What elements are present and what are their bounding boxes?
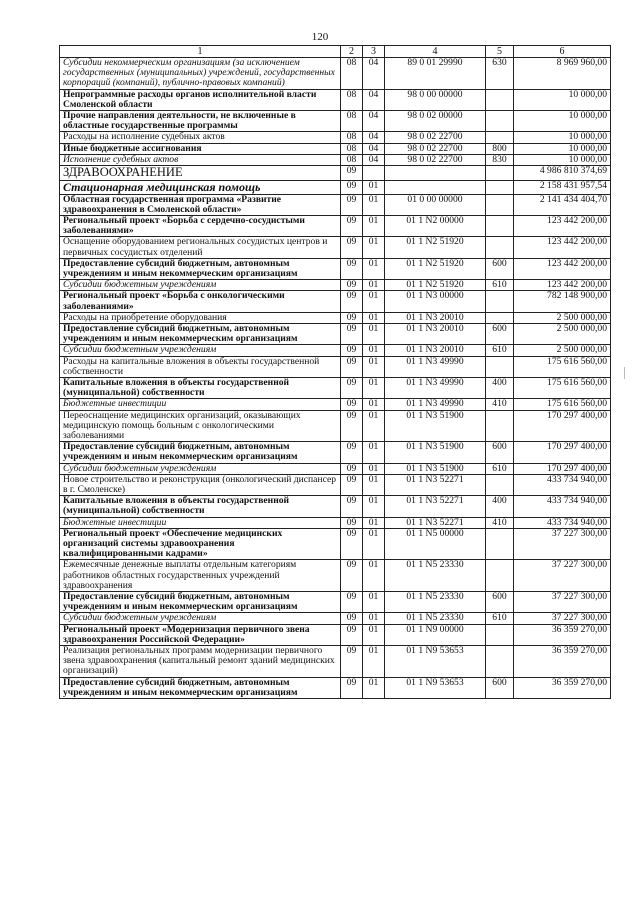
- row-target-article: 01 1 N3 20010: [385, 312, 486, 323]
- row-section: 09: [341, 280, 363, 291]
- row-amount: 175 616 560,00: [514, 377, 611, 398]
- row-amount: 123 442 200,00: [514, 237, 611, 258]
- row-target-article: 01 1 N3 49990: [385, 356, 486, 377]
- row-name: Исполнение судебных актов: [60, 154, 341, 165]
- row-target-article: 01 1 N3 49990: [385, 377, 486, 398]
- table-row: [60, 528, 611, 560]
- row-amount: 170 297 400,00: [514, 410, 611, 442]
- row-subsection: 01: [363, 280, 385, 291]
- row-section: 08: [341, 89, 363, 110]
- header-col-name: 1: [60, 46, 341, 58]
- row-amount: 175 616 560,00: [514, 399, 611, 410]
- table-row: [60, 442, 611, 463]
- row-name: ЗДРАВООХРАНЕНИЕ: [60, 166, 341, 181]
- row-subsection: 04: [363, 132, 385, 143]
- table-row: [60, 677, 611, 698]
- row-name: Субсидии бюджетным учреждениям: [60, 463, 341, 474]
- table-row: [60, 474, 611, 495]
- row-subsection: 01: [363, 356, 385, 377]
- row-name: Предоставление субсидий бюджетным, автономным учреждениям и иным некоммерческим организациям: [60, 677, 341, 698]
- table-row: [60, 58, 611, 90]
- row-target-article: 01 1 N2 00000: [385, 215, 486, 236]
- table-row: [60, 111, 611, 132]
- row-amount: 433 734 940,00: [514, 496, 611, 517]
- row-amount: 170 297 400,00: [514, 463, 611, 474]
- row-subsection: 01: [363, 592, 385, 613]
- row-section: 09: [341, 180, 363, 194]
- table-row: [60, 613, 611, 624]
- row-target-article: 01 1 N5 00000: [385, 528, 486, 560]
- header-col-amount: 6: [514, 46, 611, 58]
- row-amount: 175 616 560,00: [514, 356, 611, 377]
- table-row: [60, 410, 611, 442]
- row-section: 08: [341, 58, 363, 90]
- row-name: Капитальные вложения в объекты государственной (муниципальной) собственности: [60, 377, 341, 398]
- table-row: [60, 143, 611, 154]
- row-expense-type: [486, 291, 514, 312]
- row-target-article: 01 1 N5 23330: [385, 613, 486, 624]
- row-section: 09: [341, 463, 363, 474]
- row-amount: 10 000,00: [514, 132, 611, 143]
- row-expense-type: 630: [486, 58, 514, 90]
- row-section: 09: [341, 528, 363, 560]
- row-amount: 2 500 000,00: [514, 312, 611, 323]
- row-target-article: 01 1 N5 23330: [385, 592, 486, 613]
- row-target-article: 01 1 N3 20010: [385, 345, 486, 356]
- row-subsection: 01: [363, 237, 385, 258]
- row-expense-type: [486, 194, 514, 215]
- row-target-article: 01 1 N5 23330: [385, 560, 486, 592]
- row-target-article: 01 1 N9 00000: [385, 624, 486, 645]
- row-subsection: 01: [363, 194, 385, 215]
- row-expense-type: 410: [486, 517, 514, 528]
- row-target-article: 01 1 N9 53653: [385, 677, 486, 698]
- row-section: 09: [341, 237, 363, 258]
- table-row: [60, 237, 611, 258]
- row-target-article: 98 0 02 22700: [385, 143, 486, 154]
- row-section: 09: [341, 474, 363, 495]
- row-expense-type: 600: [486, 258, 514, 279]
- row-subsection: 01: [363, 215, 385, 236]
- row-amount: 37 227 300,00: [514, 592, 611, 613]
- row-subsection: 01: [363, 517, 385, 528]
- row-expense-type: [486, 312, 514, 323]
- row-section: 09: [341, 410, 363, 442]
- row-target-article: 01 1 N2 51920: [385, 258, 486, 279]
- table-header-row: [60, 46, 611, 58]
- row-expense-type: [486, 474, 514, 495]
- row-amount: 36 359 270,00: [514, 677, 611, 698]
- row-name: Реализация региональных программ модернизации первичного звена здравоохранения (капитальный ремонт зданий медицинских организаций): [60, 646, 341, 678]
- row-expense-type: 830: [486, 154, 514, 165]
- row-section: 09: [341, 166, 363, 181]
- row-expense-type: 610: [486, 463, 514, 474]
- row-subsection: 01: [363, 463, 385, 474]
- table-row: [60, 560, 611, 592]
- row-expense-type: [486, 646, 514, 678]
- row-amount: 2 141 434 404,70: [514, 194, 611, 215]
- row-expense-type: 800: [486, 143, 514, 154]
- row-name: Бюджетные инвестиции: [60, 517, 341, 528]
- row-subsection: 01: [363, 496, 385, 517]
- row-expense-type: [486, 237, 514, 258]
- row-target-article: 01 1 N2 51920: [385, 237, 486, 258]
- row-amount: 170 297 400,00: [514, 442, 611, 463]
- table-row: [60, 89, 611, 110]
- row-name: Бюджетные инвестиции: [60, 399, 341, 410]
- row-target-article: 01 1 N3 49990: [385, 399, 486, 410]
- table-row: [60, 356, 611, 377]
- table-row: [60, 180, 611, 194]
- row-target-article: 98 0 02 22700: [385, 154, 486, 165]
- row-section: 08: [341, 111, 363, 132]
- row-subsection: 01: [363, 410, 385, 442]
- row-amount: 36 359 270,00: [514, 624, 611, 645]
- row-target-article: 01 1 N3 51900: [385, 410, 486, 442]
- row-amount: 36 359 270,00: [514, 646, 611, 678]
- row-amount: 2 158 431 957,54: [514, 180, 611, 194]
- row-name: Прочие направления деятельности, не включенные в областные государственные программы: [60, 111, 341, 132]
- row-name: Региональный проект «Борьба с сердечно-сосудистыми заболеваниями»: [60, 215, 341, 236]
- table-row: [60, 496, 611, 517]
- table-row: [60, 280, 611, 291]
- row-expense-type: [486, 528, 514, 560]
- table-row: [60, 517, 611, 528]
- row-subsection: 01: [363, 646, 385, 678]
- row-target-article: 98 0 00 00000: [385, 89, 486, 110]
- header-col-section: 2: [341, 46, 363, 58]
- row-subsection: 04: [363, 89, 385, 110]
- row-target-article: 01 1 N2 51920: [385, 280, 486, 291]
- row-subsection: 04: [363, 111, 385, 132]
- row-amount: 10 000,00: [514, 143, 611, 154]
- row-section: 09: [341, 560, 363, 592]
- row-subsection: 01: [363, 528, 385, 560]
- table-row: [60, 215, 611, 236]
- row-target-article: 01 0 00 00000: [385, 194, 486, 215]
- row-subsection: 01: [363, 258, 385, 279]
- row-amount: 37 227 300,00: [514, 528, 611, 560]
- row-name: Новое строительство и реконструкция (онкологический диспансер в г. Смоленске): [60, 474, 341, 495]
- row-expense-type: 600: [486, 442, 514, 463]
- row-amount: 123 442 200,00: [514, 280, 611, 291]
- row-expense-type: 600: [486, 592, 514, 613]
- row-subsection: 04: [363, 143, 385, 154]
- page-number: 120: [311, 31, 329, 43]
- row-subsection: 01: [363, 677, 385, 698]
- table-row: [60, 312, 611, 323]
- row-subsection: 01: [363, 560, 385, 592]
- row-subsection: [363, 166, 385, 181]
- row-amount: 10 000,00: [514, 111, 611, 132]
- row-name: Предоставление субсидий бюджетным, автономным учреждениям и иным некоммерческим организациям: [60, 442, 341, 463]
- row-section: 09: [341, 677, 363, 698]
- row-amount: 4 986 810 374,69: [514, 166, 611, 181]
- row-section: 09: [341, 399, 363, 410]
- row-section: 09: [341, 496, 363, 517]
- table-row: [60, 624, 611, 645]
- row-expense-type: 400: [486, 377, 514, 398]
- row-section: 09: [341, 624, 363, 645]
- table-row: [60, 154, 611, 165]
- table-row: [60, 592, 611, 613]
- row-subsection: 01: [363, 377, 385, 398]
- row-section: 09: [341, 258, 363, 279]
- row-expense-type: [486, 132, 514, 143]
- table-row: [60, 194, 611, 215]
- row-expense-type: [486, 166, 514, 181]
- row-section: 08: [341, 132, 363, 143]
- row-expense-type: [486, 215, 514, 236]
- row-amount: 2 500 000,00: [514, 323, 611, 344]
- row-subsection: 01: [363, 624, 385, 645]
- row-expense-type: [486, 560, 514, 592]
- row-target-article: 98 0 02 22700: [385, 132, 486, 143]
- row-amount: 123 442 200,00: [514, 215, 611, 236]
- row-target-article: 01 1 N3 51900: [385, 442, 486, 463]
- row-name: Ежемесячные денежные выплаты отдельным категориям работников областных государственных учреждений здравоохранения: [60, 560, 341, 592]
- row-subsection: 01: [363, 323, 385, 344]
- header-col-subsection: 3: [363, 46, 385, 58]
- table-row: [60, 323, 611, 344]
- row-expense-type: [486, 410, 514, 442]
- row-section: 09: [341, 442, 363, 463]
- row-name: Субсидии бюджетным учреждениям: [60, 613, 341, 624]
- row-name: Региональный проект «Модернизация первичного звена здравоохранения Российской Федерации»: [60, 624, 341, 645]
- header-col-expense-type: 5: [486, 46, 514, 58]
- row-amount: 37 227 300,00: [514, 613, 611, 624]
- row-name: Региональный проект «Борьба с онкологическими заболеваниями»: [60, 291, 341, 312]
- row-name: Расходы на исполнение судебных актов: [60, 132, 341, 143]
- row-expense-type: [486, 180, 514, 194]
- table-row: [60, 132, 611, 143]
- row-name: Переоснащение медицинских организаций, оказывающих медицинскую помощь больным с онкологическими заболеваниями: [60, 410, 341, 442]
- row-expense-type: 400: [486, 496, 514, 517]
- row-amount: 433 734 940,00: [514, 517, 611, 528]
- row-expense-type: 610: [486, 613, 514, 624]
- table-row: [60, 166, 611, 181]
- row-subsection: 01: [363, 399, 385, 410]
- row-amount: 433 734 940,00: [514, 474, 611, 495]
- row-section: 09: [341, 215, 363, 236]
- row-section: 09: [341, 323, 363, 344]
- row-expense-type: 610: [486, 345, 514, 356]
- table-row: [60, 345, 611, 356]
- row-name: Расходы на приобретение оборудования: [60, 312, 341, 323]
- row-subsection: 01: [363, 180, 385, 194]
- row-name: Субсидии некоммерческим организациям (за исключением государственных (муниципальных) учреждений, государственных корпораций (компаний), публично-правовых компаний): [60, 58, 341, 90]
- table-row: [60, 399, 611, 410]
- row-name: Субсидии бюджетным учреждениям: [60, 280, 341, 291]
- row-section: 09: [341, 592, 363, 613]
- row-name: Региональный проект «Обеспечение медицинских организаций системы здравоохранения квалифицированными кадрами»: [60, 528, 341, 560]
- row-subsection: 04: [363, 58, 385, 90]
- row-subsection: 01: [363, 345, 385, 356]
- row-target-article: 01 1 N3 52271: [385, 496, 486, 517]
- table-row: [60, 258, 611, 279]
- row-section: 08: [341, 154, 363, 165]
- row-target-article: 01 1 N3 00000: [385, 291, 486, 312]
- row-section: 09: [341, 356, 363, 377]
- row-expense-type: 600: [486, 677, 514, 698]
- row-section: 09: [341, 291, 363, 312]
- row-target-article: 01 1 N3 20010: [385, 323, 486, 344]
- row-target-article: [385, 180, 486, 194]
- table-row: [60, 291, 611, 312]
- row-name: Иные бюджетные ассигнования: [60, 143, 341, 154]
- row-name: Оснащение оборудованием региональных сосудистых центров и первичных сосудистых отделений: [60, 237, 341, 258]
- row-name: Предоставление субсидий бюджетным, автономным учреждениям и иным некоммерческим организациям: [60, 592, 341, 613]
- row-target-article: [385, 166, 486, 181]
- row-amount: 10 000,00: [514, 89, 611, 110]
- row-name: Предоставление субсидий бюджетным, автономным учреждениям и иным некоммерческим организациям: [60, 323, 341, 344]
- row-amount: 37 227 300,00: [514, 560, 611, 592]
- row-name: Расходы на капитальные вложения в объекты государственной собственности: [60, 356, 341, 377]
- row-name: Предоставление субсидий бюджетным, автономным учреждениям и иным некоммерческим организациям: [60, 258, 341, 279]
- row-name: Областная государственная программа «Развитие здравоохранения в Смоленской области»: [60, 194, 341, 215]
- row-target-article: 98 0 02 00000: [385, 111, 486, 132]
- row-target-article: 01 1 N9 53653: [385, 646, 486, 678]
- budget-table: [59, 45, 611, 699]
- row-subsection: 01: [363, 442, 385, 463]
- row-name: Субсидии бюджетным учреждениям: [60, 345, 341, 356]
- row-section: 09: [341, 312, 363, 323]
- row-expense-type: [486, 89, 514, 110]
- row-expense-type: [486, 356, 514, 377]
- table-row: [60, 463, 611, 474]
- row-section: 09: [341, 646, 363, 678]
- row-target-article: 89 0 01 29990: [385, 58, 486, 90]
- row-subsection: 01: [363, 291, 385, 312]
- table-row: [60, 377, 611, 398]
- row-section: 09: [341, 345, 363, 356]
- table-row: [60, 646, 611, 678]
- row-expense-type: [486, 624, 514, 645]
- row-subsection: 01: [363, 474, 385, 495]
- row-target-article: 01 1 N3 52271: [385, 517, 486, 528]
- row-expense-type: 600: [486, 323, 514, 344]
- row-name: Непрограммные расходы органов исполнительной власти Смоленской области: [60, 89, 341, 110]
- row-expense-type: 610: [486, 280, 514, 291]
- row-section: 09: [341, 377, 363, 398]
- header-col-target-article: 4: [385, 46, 486, 58]
- row-name: Стационарная медицинская помощь: [60, 180, 341, 194]
- row-expense-type: [486, 111, 514, 132]
- margin-mark: [624, 367, 626, 379]
- row-expense-type: 410: [486, 399, 514, 410]
- row-name: Капитальные вложения в объекты государственной (муниципальной) собственности: [60, 496, 341, 517]
- row-section: 08: [341, 143, 363, 154]
- row-section: 09: [341, 517, 363, 528]
- row-amount: 8 969 960,00: [514, 58, 611, 90]
- row-amount: 2 500 000,00: [514, 345, 611, 356]
- row-subsection: 01: [363, 613, 385, 624]
- row-subsection: 01: [363, 312, 385, 323]
- row-section: 09: [341, 194, 363, 215]
- row-amount: 782 148 900,00: [514, 291, 611, 312]
- row-amount: 10 000,00: [514, 154, 611, 165]
- row-amount: 123 442 200,00: [514, 258, 611, 279]
- row-subsection: 04: [363, 154, 385, 165]
- row-target-article: 01 1 N3 52271: [385, 474, 486, 495]
- row-section: 09: [341, 613, 363, 624]
- row-target-article: 01 1 N3 51900: [385, 463, 486, 474]
